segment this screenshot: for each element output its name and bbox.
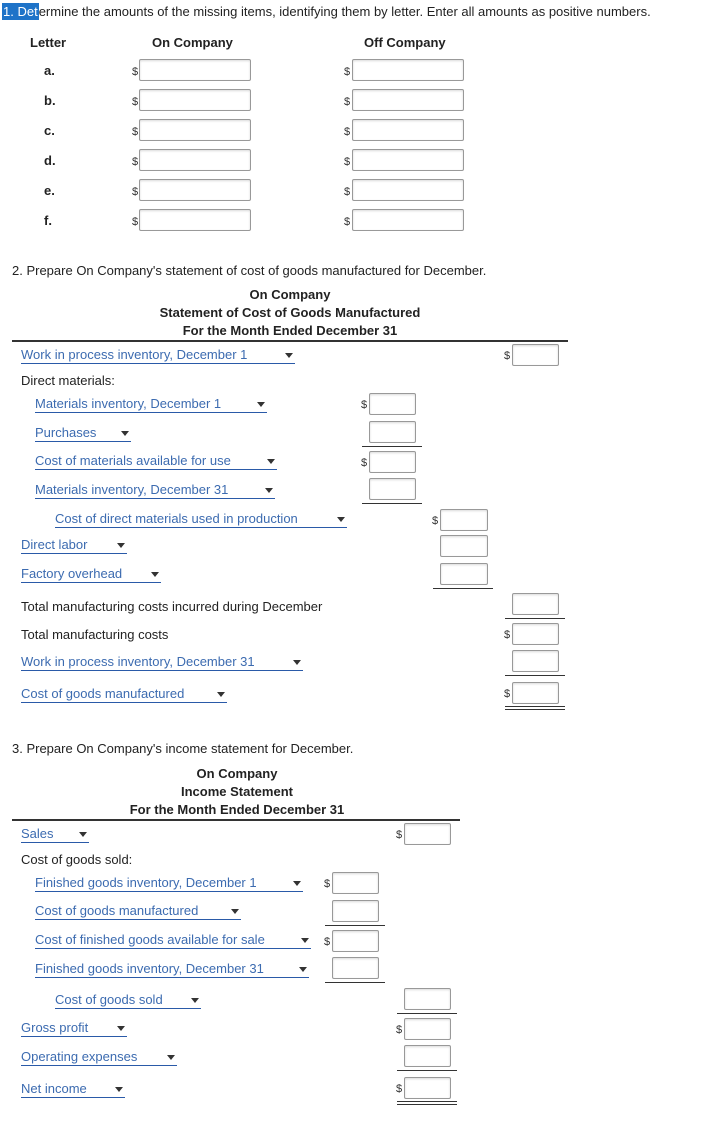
wip-end-amount-input[interactable]	[512, 650, 559, 672]
chevron-down-icon	[191, 998, 199, 1003]
question-1-instruction: 1. Determine the amounts of the missing items, identifying them by letter. Enter all amounts as positive numbers.	[3, 4, 651, 19]
currency-symbol: $	[344, 66, 351, 78]
currency-symbol: $	[132, 96, 139, 108]
on-company-c-input[interactable]	[139, 119, 251, 141]
currency-symbol: $	[344, 126, 351, 138]
on-company-b-input[interactable]	[139, 89, 251, 111]
cogm-income-dropdown[interactable]: Cost of goods manufactured	[35, 903, 241, 920]
chevron-down-icon	[285, 353, 293, 358]
purchases-dropdown[interactable]: Purchases	[35, 425, 131, 442]
materials-available-dropdown[interactable]: Cost of materials available for use	[35, 453, 277, 470]
total-incurred-amount-input[interactable]	[512, 593, 559, 615]
subtotal-rule	[362, 446, 422, 447]
sales-dropdown[interactable]: Sales	[21, 826, 89, 843]
net-income-dropdown[interactable]: Net income	[21, 1081, 125, 1098]
question-2-instruction: 2. Prepare On Company's statement of cost of goods manufactured for December.	[12, 263, 487, 278]
chevron-down-icon	[265, 488, 273, 493]
currency-symbol: $	[504, 350, 511, 362]
materials-end-amount-input[interactable]	[369, 478, 416, 500]
row-letter-e: e.	[44, 183, 55, 198]
row-letter-d: d.	[44, 153, 56, 168]
dm-used-amount-input[interactable]	[440, 509, 488, 531]
direct-labor-dropdown[interactable]: Direct labor	[21, 537, 127, 554]
header-rule	[12, 340, 568, 342]
off-company-e-input[interactable]	[352, 179, 464, 201]
purchases-amount-input[interactable]	[369, 421, 416, 443]
subtotal-rule	[397, 1070, 457, 1071]
chevron-down-icon	[151, 572, 159, 577]
row-letter-f: f.	[44, 213, 52, 228]
wip-begin-amount-input[interactable]	[512, 344, 559, 366]
materials-available-amount-input[interactable]	[369, 451, 416, 473]
net-income-amount-input[interactable]	[404, 1077, 451, 1099]
dm-used-dropdown[interactable]: Cost of direct materials used in production	[55, 511, 347, 528]
chevron-down-icon	[121, 431, 129, 436]
chevron-down-icon	[293, 660, 301, 665]
chevron-down-icon	[257, 402, 265, 407]
currency-symbol: $	[344, 186, 351, 198]
materials-begin-amount-input[interactable]	[369, 393, 416, 415]
currency-symbol: $	[344, 96, 351, 108]
total-costs-amount-input[interactable]	[512, 623, 559, 645]
direct-materials-label: Direct materials:	[21, 373, 115, 388]
off-company-f-input[interactable]	[352, 209, 464, 231]
currency-symbol: $	[132, 216, 139, 228]
currency-symbol: $	[396, 1024, 403, 1036]
chevron-down-icon	[79, 832, 87, 837]
total-costs-label: Total manufacturing costs	[21, 627, 169, 642]
on-company-f-input[interactable]	[139, 209, 251, 231]
gross-profit-dropdown[interactable]: Gross profit	[21, 1020, 127, 1037]
fg-available-dropdown[interactable]: Cost of finished goods available for sale	[35, 932, 311, 949]
cogs-header-label: Cost of goods sold:	[21, 852, 133, 867]
cogm-amount-input[interactable]	[512, 682, 559, 704]
row-letter-a: a.	[44, 63, 55, 78]
fg-end-dropdown[interactable]: Finished goods inventory, December 31	[35, 961, 309, 978]
total-incurred-label: Total manufacturing costs incurred during December	[21, 599, 323, 614]
subtotal-rule	[362, 503, 422, 504]
chevron-down-icon	[293, 881, 301, 886]
off-company-b-input[interactable]	[352, 89, 464, 111]
statement-period: For the Month Ended December 31	[182, 323, 398, 338]
row-letter-c: c.	[44, 123, 55, 138]
cogm-dropdown[interactable]: Cost of goods manufactured	[21, 686, 227, 703]
question-3-instruction: 3. Prepare On Company's income statement for December.	[12, 741, 354, 756]
currency-symbol: $	[344, 156, 351, 168]
question-1-highlight: 1. Det	[3, 4, 38, 19]
total-double-rule	[505, 706, 565, 710]
chevron-down-icon	[299, 967, 307, 972]
currency-symbol: $	[361, 457, 368, 469]
subtotal-rule	[325, 925, 385, 926]
currency-symbol: $	[396, 829, 403, 841]
currency-symbol: $	[432, 515, 439, 527]
fg-available-amount-input[interactable]	[332, 930, 379, 952]
currency-symbol: $	[361, 399, 368, 411]
column-header-off-company: Off Company	[364, 35, 446, 50]
statement-company-name: On Company	[249, 287, 331, 302]
factory-overhead-amount-input[interactable]	[440, 563, 488, 585]
chevron-down-icon	[267, 459, 275, 464]
operating-expenses-amount-input[interactable]	[404, 1045, 451, 1067]
chevron-down-icon	[337, 517, 345, 522]
off-company-c-input[interactable]	[352, 119, 464, 141]
row-letter-b: b.	[44, 93, 56, 108]
chevron-down-icon	[115, 1087, 123, 1092]
currency-symbol: $	[132, 66, 139, 78]
currency-symbol: $	[324, 878, 331, 890]
fg-end-amount-input[interactable]	[332, 957, 379, 979]
subtotal-rule	[505, 618, 565, 619]
subtotal-rule	[397, 1013, 457, 1014]
gross-profit-amount-input[interactable]	[404, 1018, 451, 1040]
off-company-a-input[interactable]	[352, 59, 464, 81]
subtotal-rule	[325, 982, 385, 983]
currency-symbol: $	[132, 126, 139, 138]
cogs-dropdown[interactable]: Cost of goods sold	[55, 992, 201, 1009]
column-header-on-company: On Company	[152, 35, 233, 50]
currency-symbol: $	[396, 1083, 403, 1095]
on-company-a-input[interactable]	[139, 59, 251, 81]
currency-symbol: $	[132, 186, 139, 198]
currency-symbol: $	[132, 156, 139, 168]
currency-symbol: $	[504, 629, 511, 641]
cogs-amount-input[interactable]	[404, 988, 451, 1010]
currency-symbol: $	[504, 688, 511, 700]
chevron-down-icon	[117, 543, 125, 548]
factory-overhead-dropdown[interactable]: Factory overhead	[21, 566, 161, 583]
income-statement-period: For the Month Ended December 31	[129, 802, 345, 817]
income-company-name: On Company	[196, 766, 278, 781]
wip-end-dropdown[interactable]: Work in process inventory, December 31	[21, 654, 303, 671]
statement-title: Statement of Cost of Goods Manufactured	[159, 305, 421, 320]
total-double-rule	[397, 1101, 457, 1105]
fg-begin-amount-input[interactable]	[332, 872, 379, 894]
subtotal-rule	[505, 675, 565, 676]
fg-begin-dropdown[interactable]: Finished goods inventory, December 1	[35, 875, 303, 892]
off-company-d-input[interactable]	[352, 149, 464, 171]
chevron-down-icon	[167, 1055, 175, 1060]
column-header-letter: Letter	[30, 35, 67, 50]
chevron-down-icon	[231, 909, 239, 914]
header-rule	[12, 819, 460, 821]
operating-expenses-dropdown[interactable]: Operating expenses	[21, 1049, 177, 1066]
currency-symbol: $	[324, 936, 331, 948]
chevron-down-icon	[301, 938, 309, 943]
subtotal-rule	[433, 588, 493, 589]
sales-amount-input[interactable]	[404, 823, 451, 845]
income-statement-title: Income Statement	[181, 784, 293, 799]
currency-symbol: $	[344, 216, 351, 228]
chevron-down-icon	[117, 1026, 125, 1031]
cogm-income-amount-input[interactable]	[332, 900, 379, 922]
chevron-down-icon	[217, 692, 225, 697]
on-company-d-input[interactable]	[139, 149, 251, 171]
wip-begin-dropdown[interactable]: Work in process inventory, December 1	[21, 347, 295, 364]
direct-labor-amount-input[interactable]	[440, 535, 488, 557]
materials-begin-dropdown[interactable]: Materials inventory, December 1	[35, 396, 267, 413]
materials-end-dropdown[interactable]: Materials inventory, December 31	[35, 482, 275, 499]
on-company-e-input[interactable]	[139, 179, 251, 201]
